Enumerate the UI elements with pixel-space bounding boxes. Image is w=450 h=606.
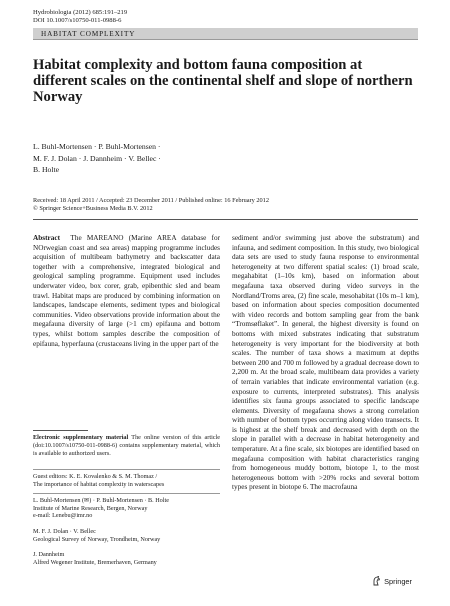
- author-line-3: B. Holte: [33, 165, 60, 175]
- note-divider-1: [33, 469, 220, 470]
- section-label: HABITAT COMPLEXITY: [41, 29, 136, 38]
- publisher-name: Springer: [384, 576, 412, 586]
- publication-dates: [33, 197, 418, 214]
- affiliation-imr: [33, 497, 220, 520]
- abstract-label: Abstract: [33, 234, 60, 242]
- affiliation-imr-email[interactable]: e-mail: Lenebu@imr.no: [33, 512, 93, 520]
- journal-doi-line: DOI 10.1007/s10750-011-0988-6: [33, 17, 122, 24]
- journal-citation: [33, 9, 127, 25]
- esm-label: Electronic supplementary material: [33, 434, 129, 441]
- esm-doi-link[interactable]: 10.1007/s10750-011-0988-6: [44, 441, 116, 449]
- note-divider-2: [33, 493, 220, 494]
- affiliation-awi: [33, 551, 220, 566]
- author-line-1: L. Buhl-Mortensen · P. Buhl-Mortensen ·: [33, 142, 161, 151]
- abstract-column-left: [33, 234, 220, 384]
- springer-horse-icon: [372, 576, 381, 586]
- affiliation-ngu-institute: Geological Survey of Norway, Trondheim, Norway: [33, 535, 161, 543]
- publisher-logo: [372, 576, 412, 586]
- guest-editors-line-1: Guest editors: K. E. Kovalenko & S. M. Thomaz /: [33, 473, 158, 480]
- affiliation-ngu: [33, 528, 220, 543]
- affiliation-ngu-authors: M. F. J. Dolan · V. Bellec: [33, 528, 96, 535]
- author-line-2: M. F. J. Dolan · J. Dannheim · V. Bellec ·: [33, 153, 161, 163]
- abstract-column-right: [232, 234, 419, 577]
- affiliation-imr-authors: L. Buhl-Mortensen (✉) · P. Buhl-Mortensen · B. Holte: [33, 497, 169, 504]
- affiliation-awi-institute: Alfred Wegener Institute, Bremerhaven, Germany: [33, 558, 157, 566]
- esm-note: [33, 434, 220, 457]
- esm-text-2: ) contains supplementary material, which is available to authorized users.: [33, 441, 220, 457]
- esm-text-1: The online version of this article (doi:: [33, 434, 220, 449]
- guest-editors-line-2: The importance of habitat complexity in waterscapes: [33, 480, 165, 488]
- affiliation-imr-institute: Institute of Marine Research, Bergen, Norway: [33, 504, 148, 512]
- journal-volume-line: Hydrobiologia (2012) 685:191–219: [33, 9, 128, 16]
- affiliation-awi-authors: J. Dannheim: [33, 551, 65, 558]
- abstract-text-right: sediment and/or swimming just above the substratum) and infauna, and sediment composition. In this study, two biological data sets are used to study fauna response to environmental heterogeneity at two different spatial scales: (1) broad scale, megahabitat (1–10s km), based on information about megafauna taxa observed during video surveys in the Nordland/Troms area, (2) fine scale, mesohabitat (10s m–1 km), based on information about species composition documented with video records and bottom sampling gear from the bank “Tromsøflaket”. In general, the highest diversity is found on bottoms with mixed substrates indicating that substratum heterogeneity is very important for the biodiversity at both scales. The number of taxa shows a maximum at depths between 200 and 700 m followed by a gradual decrease down to 2,200 m. At the broad scale, multibeam data provides a variety of terrain variables that indicate environmental variation (e.g. exposure to currents, interpreted substrates). This analysis identifies six fauna groups associated to specific landscape elements. Diversity of megafauna shows a strong correlation with number of bottom types occurring along video transects. It is highest at the shelf break and decreased with depth on the slope in parallel with a decrease in habitat heterogeneity and temperature. At a fine scale, six biotopes are identified based on megafauna composition with habitat characteristics ranging from homogeneous muddy bottom, biotope 1, to the most heterogeneous bottom with >20% rocks and several bottom types present in biotope 6. The macrofauna: [232, 234, 419, 492]
- copyright-line: © Springer Science+Business Media B.V. 2012: [33, 205, 153, 213]
- history-dates: Received: 18 April 2011 / Accepted: 23 December 2011 / Published online: 16 February 2012: [33, 197, 269, 204]
- guest-editors-note: [33, 473, 220, 488]
- article-title: Habitat complexity and bottom fauna composition at different scales on the continental shelf and slope of northern Norway: [33, 57, 413, 105]
- header-divider: [33, 219, 418, 220]
- abstract-text-left: The MAREANO (Marine AREA database for NOrwegian coast and sea areas) mapping programme includes acquisition of multibeam bathymetry and backscatter data together with a comprehensive, integrated biological and geological sampling programme. Equipment used includes underwater video, box corer, grab, epibenthic sled and beam trawl. Habitat maps are produced by combining information on landscapes, landscape elements, sediment types and biological communities. Video observations provide information about the megafauna diversity of large (>1 cm) epifauna and bottom types, whilst bottom samples describe the composition of epifauna, hyperfauna (crustaceans living in the upper part of the: [33, 234, 221, 348]
- section-banner: [33, 28, 418, 40]
- footnote-divider: [33, 430, 88, 431]
- author-list: [33, 141, 293, 176]
